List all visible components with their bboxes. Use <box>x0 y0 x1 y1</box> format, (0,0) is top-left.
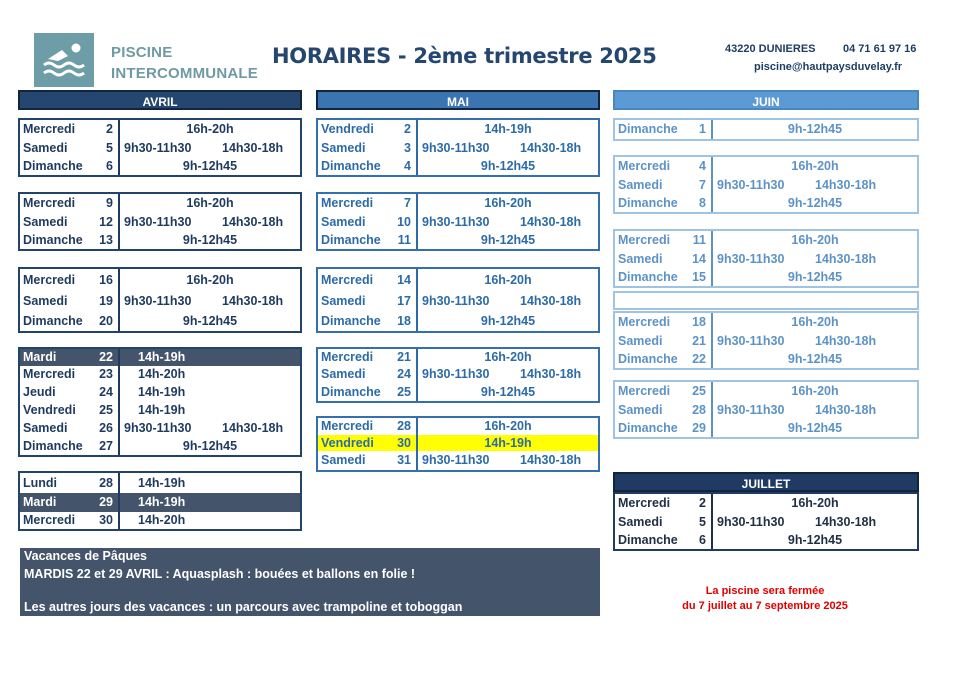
email: piscine@hautpaysduvelay.fr <box>754 61 903 73</box>
swimmer-icon <box>34 33 94 87</box>
day-number: 28 <box>397 419 411 433</box>
day-number: 2 <box>404 122 411 136</box>
schedule-row <box>615 268 917 286</box>
avril-week-group <box>18 118 302 177</box>
phone: 04 71 61 97 16 <box>843 43 917 55</box>
time-slot-afternoon: 14h30-18h <box>815 403 877 417</box>
time-slot: 9h-12h45 <box>480 314 536 328</box>
time-slot-afternoon: 14h30-18h <box>520 453 582 467</box>
time-slot: 9h-12h45 <box>787 421 843 435</box>
schedule-row <box>318 269 598 291</box>
day-name: Mercredi <box>23 196 76 210</box>
vacances-line2: Les autres jours des vacances : un parcours avec trampoline et toboggan <box>24 600 463 614</box>
time-slot: 16h-20h <box>484 273 532 287</box>
page-title: HORAIRES - 2ème trimestre 2025 <box>272 44 657 68</box>
schedule-row <box>615 120 917 139</box>
time-slot: 14h-19h <box>484 436 532 450</box>
time-slot: 16h-20h <box>791 315 839 329</box>
time-slot: 14h-19h <box>138 350 186 364</box>
day-number: 22 <box>99 350 113 364</box>
day-name: Dimanche <box>23 439 83 453</box>
schedule-row <box>318 366 598 383</box>
column-divider <box>711 313 713 368</box>
day-number: 28 <box>692 403 706 417</box>
time-slot: 9h-12h45 <box>787 270 843 284</box>
time-slot-afternoon: 14h30-18h <box>520 141 582 155</box>
juin-week-group <box>613 311 919 370</box>
day-name: Dimanche <box>23 159 83 173</box>
schedule-row <box>20 311 300 331</box>
schedule-row <box>20 231 300 249</box>
schedule-row <box>615 531 917 549</box>
month-header-juin: JUIN <box>613 90 919 110</box>
time-slot: 14h-19h <box>138 385 186 399</box>
column-divider <box>118 349 120 455</box>
schedule-row <box>20 473 300 493</box>
day-number: 16 <box>99 273 113 287</box>
column-divider <box>416 418 418 470</box>
schedule-row <box>615 419 917 437</box>
day-name: Dimanche <box>321 314 381 328</box>
column-divider <box>711 120 713 139</box>
day-name: Mercredi <box>321 196 374 210</box>
schedule-row <box>615 176 917 194</box>
column-divider <box>416 349 418 401</box>
day-number: 7 <box>404 196 411 210</box>
mai-week-group <box>316 416 600 472</box>
day-name: Dimanche <box>618 122 678 136</box>
schedule-row <box>20 120 300 139</box>
day-number: 9 <box>106 196 113 210</box>
day-number: 3 <box>404 141 411 155</box>
column-divider <box>118 194 120 249</box>
time-slot-afternoon: 14h30-18h <box>815 515 877 529</box>
column-divider <box>711 157 713 212</box>
day-name: Samedi <box>321 141 366 155</box>
schedule-row <box>318 213 598 231</box>
day-number: 30 <box>397 436 411 450</box>
juin-week-group <box>613 155 919 214</box>
day-name: Samedi <box>618 515 663 529</box>
day-name: Mercredi <box>23 122 76 136</box>
time-slot: 16h-20h <box>791 496 839 510</box>
day-name: Mercredi <box>618 159 671 173</box>
day-number: 5 <box>106 141 113 155</box>
vacances-line1: MARDIS 22 et 29 AVRIL : Aquasplash : bouées et ballons en folie ! <box>24 567 416 581</box>
time-slot: 16h-20h <box>484 350 532 364</box>
schedule-row <box>615 332 917 350</box>
schedule-row <box>318 231 598 249</box>
time-slot-afternoon: 14h30-18h <box>222 421 284 435</box>
schedule-row <box>615 350 917 368</box>
day-name: Samedi <box>618 252 663 266</box>
schedule-row <box>20 437 300 455</box>
time-slot-afternoon: 14h30-18h <box>222 215 284 229</box>
schedule-row <box>20 419 300 437</box>
schedule-row <box>318 120 598 139</box>
time-slot: 9h-12h45 <box>182 233 238 247</box>
day-number: 4 <box>404 159 411 173</box>
day-number: 24 <box>397 367 411 381</box>
day-number: 10 <box>397 215 411 229</box>
day-name: Dimanche <box>618 352 678 366</box>
closure-line2: du 7 juillet au 7 septembre 2025 <box>682 600 848 612</box>
day-number: 5 <box>699 515 706 529</box>
time-slot: 16h-20h <box>791 384 839 398</box>
schedule-row <box>20 493 300 512</box>
schedule-row <box>615 401 917 419</box>
day-name: Samedi <box>321 294 366 308</box>
day-number: 21 <box>397 350 411 364</box>
day-name: Mercredi <box>618 384 671 398</box>
schedule-row <box>615 250 917 268</box>
time-slot: 9h30-11h30 <box>717 515 785 529</box>
avril-week-group <box>18 267 302 333</box>
day-name: Dimanche <box>23 233 83 247</box>
time-slot: 14h-19h <box>138 495 186 509</box>
day-number: 11 <box>397 233 411 247</box>
schedule-row <box>615 382 917 401</box>
day-name: Dimanche <box>23 314 83 328</box>
schedule-row <box>20 383 300 401</box>
time-slot: 16h-20h <box>791 159 839 173</box>
schedule-row <box>20 401 300 419</box>
day-name: Mercredi <box>618 233 671 247</box>
schedule-row <box>615 231 917 250</box>
column-divider <box>711 382 713 437</box>
schedule-row <box>318 311 598 331</box>
time-slot: 9h30-11h30 <box>422 453 490 467</box>
day-number: 24 <box>99 385 113 399</box>
day-name: Mercredi <box>321 350 374 364</box>
day-name: Samedi <box>618 334 663 348</box>
day-number: 4 <box>699 159 706 173</box>
time-slot: 9h-12h45 <box>787 122 843 136</box>
day-number: 27 <box>99 439 113 453</box>
time-slot: 16h-20h <box>186 196 234 210</box>
day-number: 29 <box>99 495 113 509</box>
logo <box>34 33 94 87</box>
time-slot: 16h-20h <box>186 122 234 136</box>
day-name: Mercredi <box>618 496 671 510</box>
day-number: 1 <box>699 122 706 136</box>
schedule-row <box>615 494 917 513</box>
time-slot: 9h-12h45 <box>480 385 536 399</box>
day-number: 8 <box>699 196 706 210</box>
day-name: Samedi <box>321 215 366 229</box>
day-number: 14 <box>692 252 706 266</box>
time-slot-afternoon: 14h30-18h <box>815 178 877 192</box>
day-number: 25 <box>99 403 113 417</box>
time-slot-afternoon: 14h30-18h <box>222 294 284 308</box>
schedule-row <box>20 194 300 213</box>
schedule-row <box>20 139 300 157</box>
schedule-row <box>615 513 917 531</box>
time-slot: 9h30-11h30 <box>717 403 785 417</box>
time-slot: 9h30-11h30 <box>717 252 785 266</box>
day-number: 6 <box>106 159 113 173</box>
day-number: 20 <box>99 314 113 328</box>
schedule-row <box>20 291 300 311</box>
column-divider <box>118 473 120 529</box>
day-number: 17 <box>397 294 411 308</box>
time-slot: 9h30-11h30 <box>717 334 785 348</box>
time-slot: 9h30-11h30 <box>124 421 192 435</box>
day-number: 28 <box>99 476 113 490</box>
time-slot-afternoon: 14h30-18h <box>520 215 582 229</box>
day-number: 2 <box>699 496 706 510</box>
time-slot: 14h-19h <box>138 403 186 417</box>
day-name: Vendredi <box>321 122 374 136</box>
column-divider <box>118 269 120 331</box>
time-slot: 9h-12h45 <box>480 233 536 247</box>
day-name: Samedi <box>23 294 68 308</box>
juillet-week-group <box>613 492 919 551</box>
time-slot: 9h30-11h30 <box>422 367 490 381</box>
juin-week-group <box>613 229 919 288</box>
juin-empty-row <box>613 291 919 310</box>
time-slot-afternoon: 14h30-18h <box>520 367 582 381</box>
avril-week-group <box>18 347 302 457</box>
time-slot: 14h-20h <box>138 367 186 381</box>
day-name: Mercredi <box>618 315 671 329</box>
day-number: 7 <box>699 178 706 192</box>
column-divider <box>416 269 418 331</box>
time-slot: 14h-20h <box>138 513 186 527</box>
time-slot: 9h-12h45 <box>182 439 238 453</box>
day-name: Samedi <box>23 215 68 229</box>
day-number: 15 <box>692 270 706 284</box>
day-name: Samedi <box>321 367 366 381</box>
day-number: 30 <box>99 513 113 527</box>
logo-line2: INTERCOMMUNALE <box>111 65 258 82</box>
day-name: Dimanche <box>618 270 678 284</box>
day-number: 19 <box>99 294 113 308</box>
schedule-row <box>615 313 917 332</box>
schedule-row <box>20 512 300 529</box>
day-number: 26 <box>99 421 113 435</box>
time-slot-afternoon: 14h30-18h <box>222 141 284 155</box>
column-divider <box>711 231 713 286</box>
time-slot-afternoon: 14h30-18h <box>815 334 877 348</box>
juin-week-group <box>613 118 919 141</box>
logo-line1: PISCINE <box>111 44 173 61</box>
day-number: 25 <box>692 384 706 398</box>
day-number: 29 <box>692 421 706 435</box>
day-name: Lundi <box>23 476 58 490</box>
time-slot: 9h-12h45 <box>182 159 238 173</box>
day-name: Dimanche <box>321 159 381 173</box>
schedule-row <box>318 139 598 157</box>
day-name: Samedi <box>618 178 663 192</box>
time-slot: 16h-20h <box>484 196 532 210</box>
day-number: 31 <box>397 453 411 467</box>
day-name: Vendredi <box>321 436 374 450</box>
time-slot: 9h-12h45 <box>787 196 843 210</box>
month-header-mai: MAI <box>316 90 600 110</box>
day-name: Samedi <box>23 141 68 155</box>
day-number: 25 <box>397 385 411 399</box>
schedule-row <box>318 291 598 311</box>
avril-week-group <box>18 471 302 531</box>
schedule-row <box>318 157 598 175</box>
schedule-row <box>615 194 917 212</box>
column-divider <box>416 120 418 175</box>
time-slot: 9h30-11h30 <box>717 178 785 192</box>
day-name: Samedi <box>321 453 366 467</box>
schedule-row <box>20 349 300 366</box>
mai-week-group <box>316 118 600 177</box>
day-number: 14 <box>397 273 411 287</box>
schedule-row <box>318 383 598 401</box>
day-number: 21 <box>692 334 706 348</box>
mai-week-group <box>316 192 600 251</box>
column-divider <box>416 194 418 249</box>
day-name: Dimanche <box>321 233 381 247</box>
schedule-row <box>318 435 598 451</box>
day-number: 18 <box>692 315 706 329</box>
time-slot: 16h-20h <box>484 419 532 433</box>
avril-week-group <box>18 192 302 251</box>
day-name: Mercredi <box>321 273 374 287</box>
schedule-row <box>318 194 598 213</box>
time-slot: 16h-20h <box>186 273 234 287</box>
schedule-row <box>20 269 300 291</box>
column-divider <box>711 494 713 549</box>
closure-notice <box>640 585 890 612</box>
schedule-row <box>318 349 598 366</box>
schedule-row <box>20 157 300 175</box>
mai-week-group <box>316 267 600 333</box>
day-number: 22 <box>692 352 706 366</box>
day-number: 2 <box>106 122 113 136</box>
day-name: Mercredi <box>23 367 76 381</box>
closure-line1: La piscine sera fermée <box>705 585 825 597</box>
month-header-juillet: JUILLET <box>613 472 919 492</box>
day-number: 18 <box>397 314 411 328</box>
time-slot: 9h30-11h30 <box>124 141 192 155</box>
day-name: Mercredi <box>23 273 76 287</box>
vacances-panel <box>20 548 600 616</box>
month-header-avril: AVRIL <box>18 90 302 110</box>
time-slot: 9h-12h45 <box>182 314 238 328</box>
schedule-row <box>318 418 598 435</box>
day-number: 11 <box>692 233 706 247</box>
time-slot: 9h-12h45 <box>787 352 843 366</box>
day-number: 13 <box>99 233 113 247</box>
day-name: Vendredi <box>23 403 76 417</box>
schedule-row <box>318 451 598 470</box>
day-number: 6 <box>699 533 706 547</box>
time-slot: 14h-19h <box>484 122 532 136</box>
time-slot: 9h30-11h30 <box>422 294 490 308</box>
day-number: 12 <box>99 215 113 229</box>
day-name: Dimanche <box>321 385 381 399</box>
day-name: Samedi <box>23 421 68 435</box>
schedule-row <box>615 157 917 176</box>
time-slot: 9h30-11h30 <box>124 294 192 308</box>
day-name: Mardi <box>23 495 57 509</box>
column-divider <box>118 120 120 175</box>
vacances-title: Vacances de Pâques <box>24 549 147 563</box>
day-name: Jeudi <box>23 385 56 399</box>
time-slot-afternoon: 14h30-18h <box>815 252 877 266</box>
schedule-row <box>20 366 300 383</box>
address: 43220 DUNIERES <box>725 43 816 55</box>
time-slot: 9h-12h45 <box>480 159 536 173</box>
time-slot: 16h-20h <box>791 233 839 247</box>
day-name: Mardi <box>23 350 57 364</box>
day-name: Samedi <box>618 403 663 417</box>
day-name: Mercredi <box>23 513 76 527</box>
day-name: Mercredi <box>321 419 374 433</box>
day-name: Dimanche <box>618 533 678 547</box>
day-name: Dimanche <box>618 196 678 210</box>
time-slot: 9h30-11h30 <box>422 215 490 229</box>
day-name: Dimanche <box>618 421 678 435</box>
mai-week-group <box>316 347 600 403</box>
schedule-row <box>20 213 300 231</box>
time-slot: 9h30-11h30 <box>124 215 192 229</box>
time-slot: 14h-19h <box>138 476 186 490</box>
time-slot: 9h30-11h30 <box>422 141 490 155</box>
time-slot: 9h-12h45 <box>787 533 843 547</box>
day-number: 23 <box>99 367 113 381</box>
time-slot-afternoon: 14h30-18h <box>520 294 582 308</box>
juin-week-group <box>613 380 919 439</box>
logo-text <box>111 42 258 84</box>
